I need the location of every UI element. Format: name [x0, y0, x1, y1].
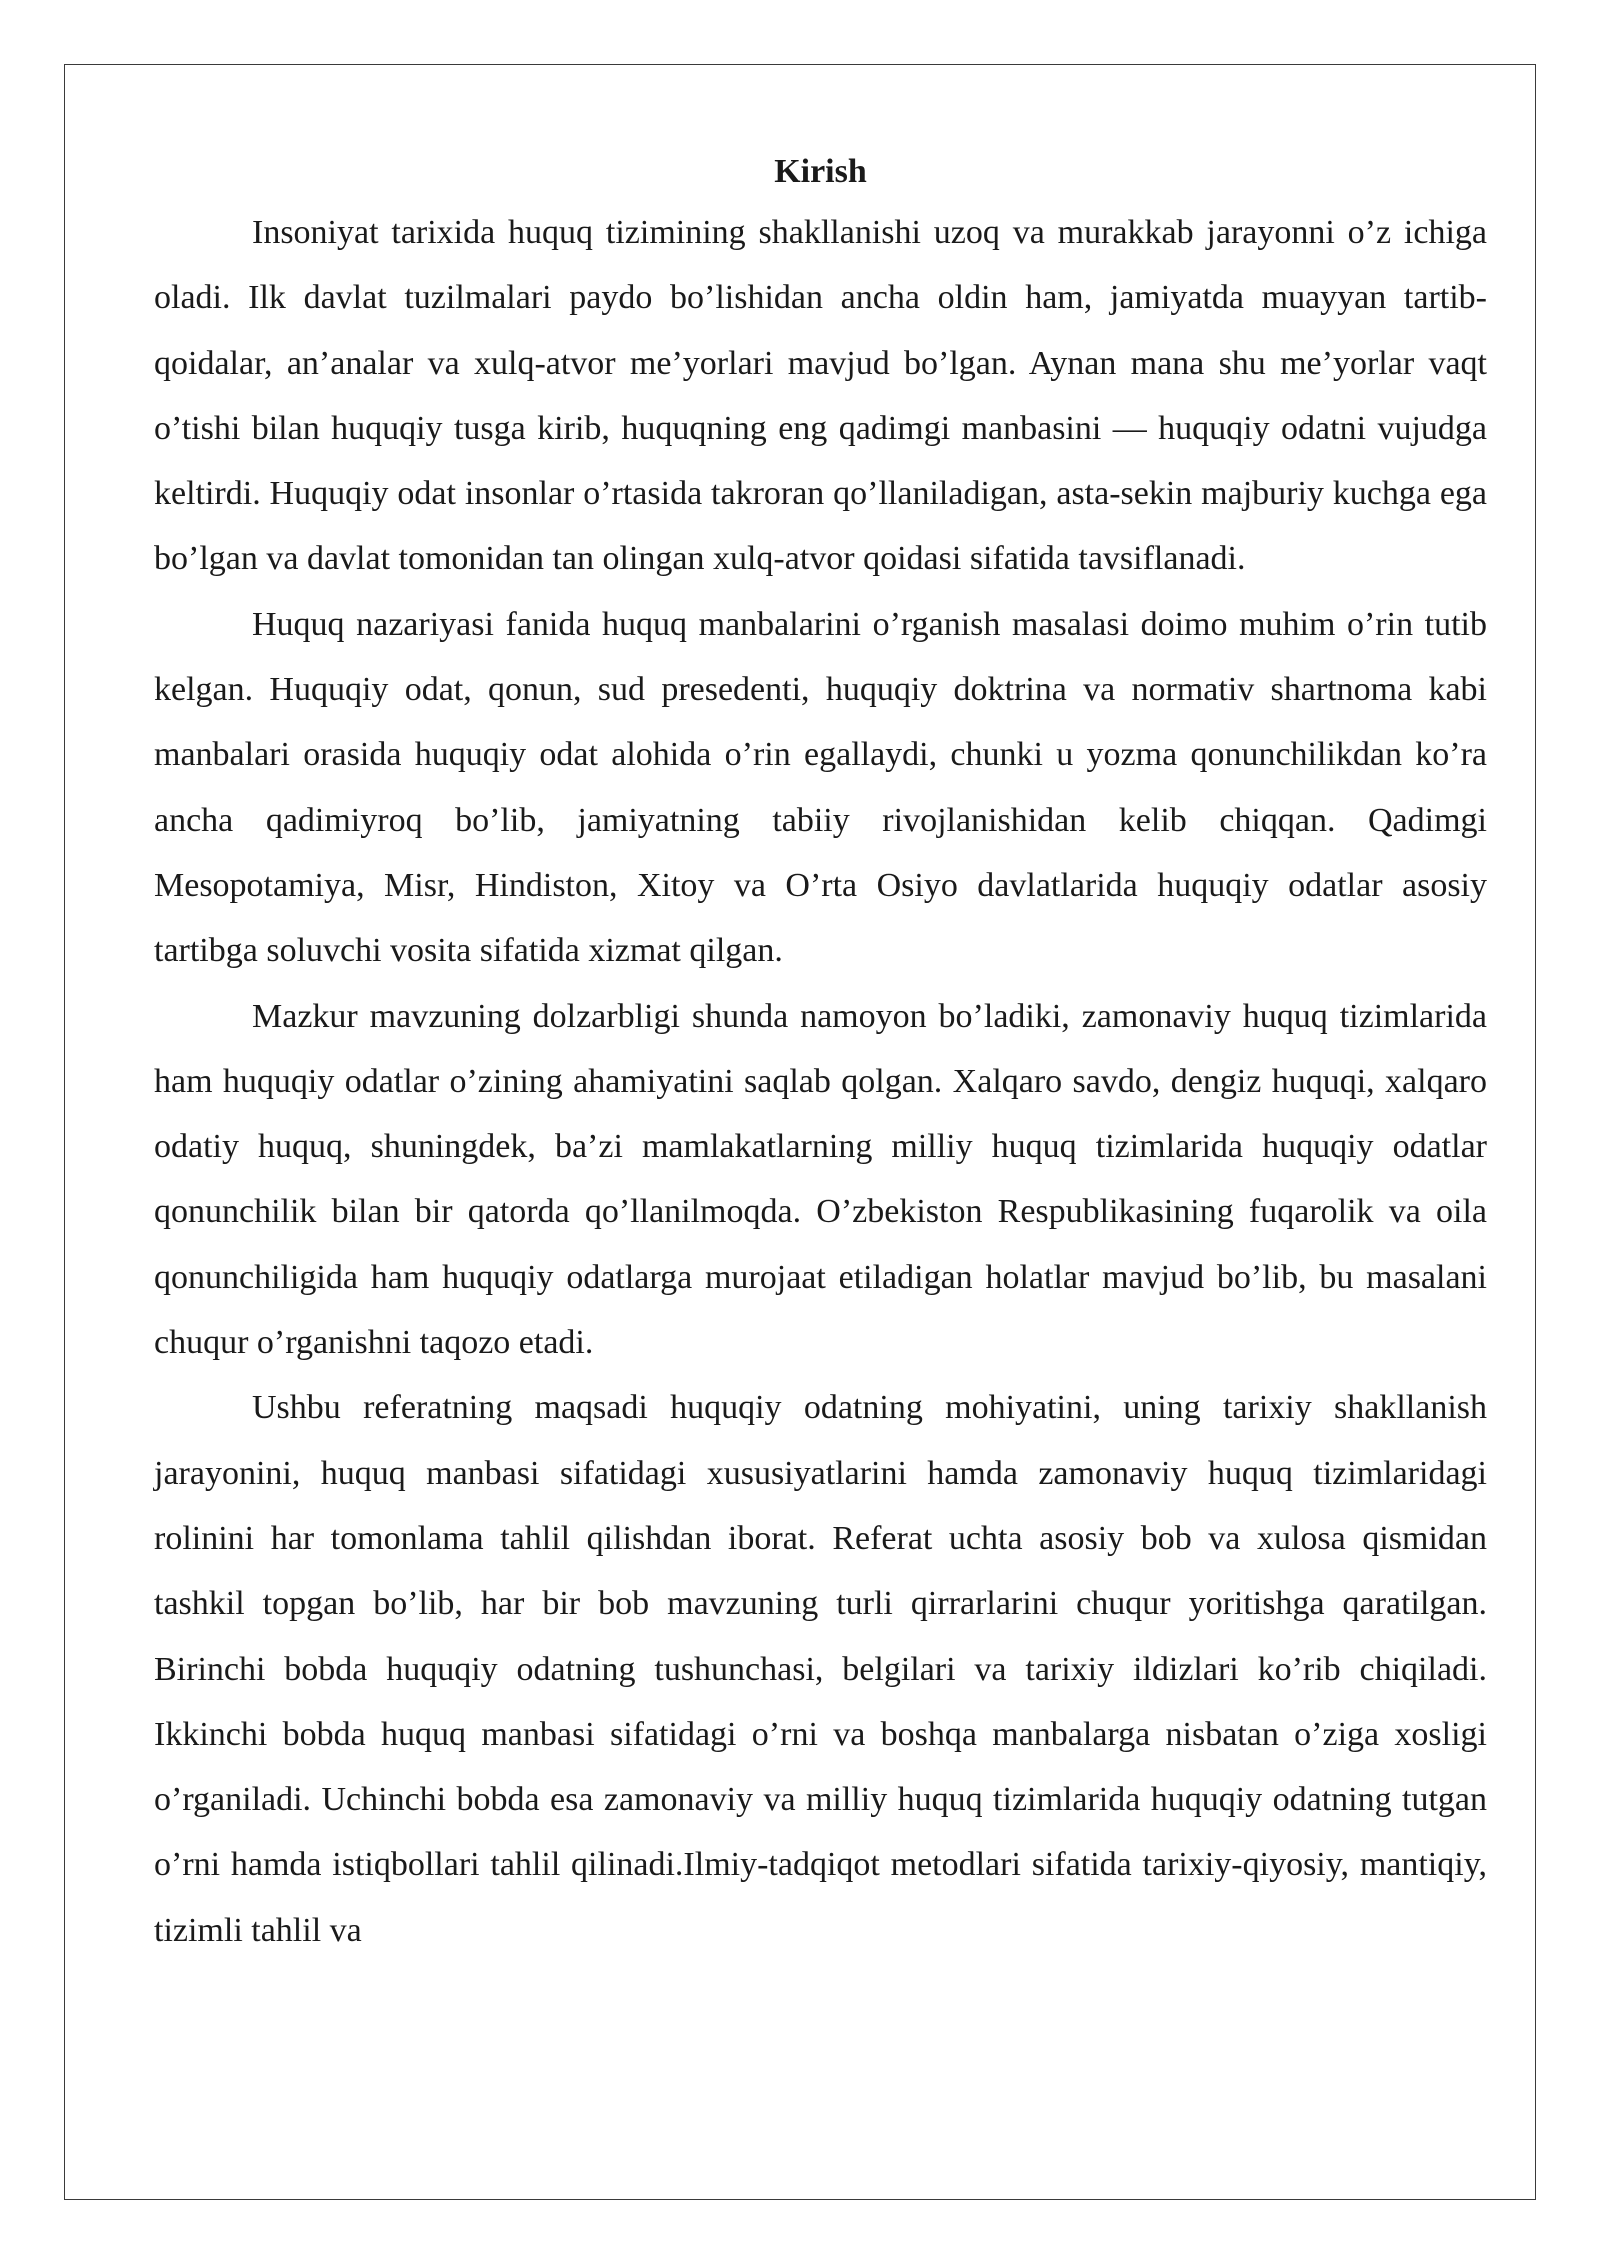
document-title: Kirish: [774, 153, 867, 190]
document-body: [154, 148, 1487, 1963]
paragraph-2: Huquq nazariyasi fanida huquq manbalarini o’rganish masalasi doimo muhim o’rin tutib kelgan. Huquqiy odat, qonun, sud presedenti, huquqiy doktrina va normativ shartnoma kabi manbalari orasida huquqiy odat alohida o’rin egallaydi, chunki u yozma qonunchilikdan ko’ra ancha qadimiyroq bo’lib, jamiyatning tabiiy rivojlanishidan kelib chiqqan. Qadimgi Mesopotamiya, Misr, Hindiston, Xitoy va O’rta Osiyo davlatlarida huquqiy odatlar asosiy tartibga soluvchi vosita sifatida xizmat qilgan.: [154, 605, 1487, 970]
paragraph-3: Mazkur mavzuning dolzarbligi shunda namoyon bo’ladiki, zamonaviy huquq tizimlarida ham huquqiy odatlar o’zining ahamiyatini saqlab qolgan. Xalqaro savdo, dengiz huquqi, xalqaro odatiy huquq, shuningdek, ba’zi mamlakatlarning milliy huquq tizimlarida huquqiy odatlar qonunchilik bilan bir qatorda qo’llanilmoqda. O’zbekiston Respublikasining fuqarolik va oila qonunchiligida ham huquqiy odatlarga murojaat etiladigan holatlar mavjud bo’lib, bu masalani chuqur o’rganishni taqozo etadi.: [154, 997, 1487, 1362]
paragraph-4: Ushbu referatning maqsadi huquqiy odatning mohiyatini, uning tarixiy shakllanish jarayonini, huquq manbasi sifatidagi xususiyatlarini hamda zamonaviy huquq tizimlaridagi rolinini har tomonlama tahlil qilishdan iborat. Referat uchta asosiy bob va xulosa qismidan tashkil topgan bo’lib, har bir bob mavzuning turli qirrarlarini chuqur yoritishga qaratilgan. Birinchi bobda huquqiy odatning tushunchasi, belgilari va tarixiy ildizlari ko’rib chiqiladi. Ikkinchi bobda huquq manbasi sifatidagi o’rni va boshqa manbalarga nisbatan o’ziga xosligi o’rganiladi. Uchinchi bobda esa zamonaviy va milliy huquq tizimlarida huquqiy odatning tutgan o’rni hamda istiqbollari tahlil qilinadi.Ilmiy-tadqiqot metodlari sifatida tarixiy-qiyosiy, mantiqiy, tizimli tahlil va: [154, 1389, 1487, 1949]
paragraph-1: Insoniyat tarixida huquq tizimining shakllanishi uzoq va murakkab jarayonni o’z ichiga oladi. Ilk davlat tuzilmalari paydo bo’lishidan ancha oldin ham, jamiyatda muayyan tartib-qoidalar, an’analar va xulq-atvor me’yorlari mavjud bo’lgan. Aynan mana shu me’yorlar vaqt o’tishi bilan huquqiy tusga kirib, huquqning eng qadimgi manbasini — huquqiy odatni vujudga keltirdi. Huquqiy odat insonlar o’rtasida takroran qo’llaniladigan, asta-sekin majburiy kuchga ega bo’lgan va davlat tomonidan tan olingan xulq-atvor qoidasi sifatida tavsiflanadi.: [154, 214, 1487, 578]
